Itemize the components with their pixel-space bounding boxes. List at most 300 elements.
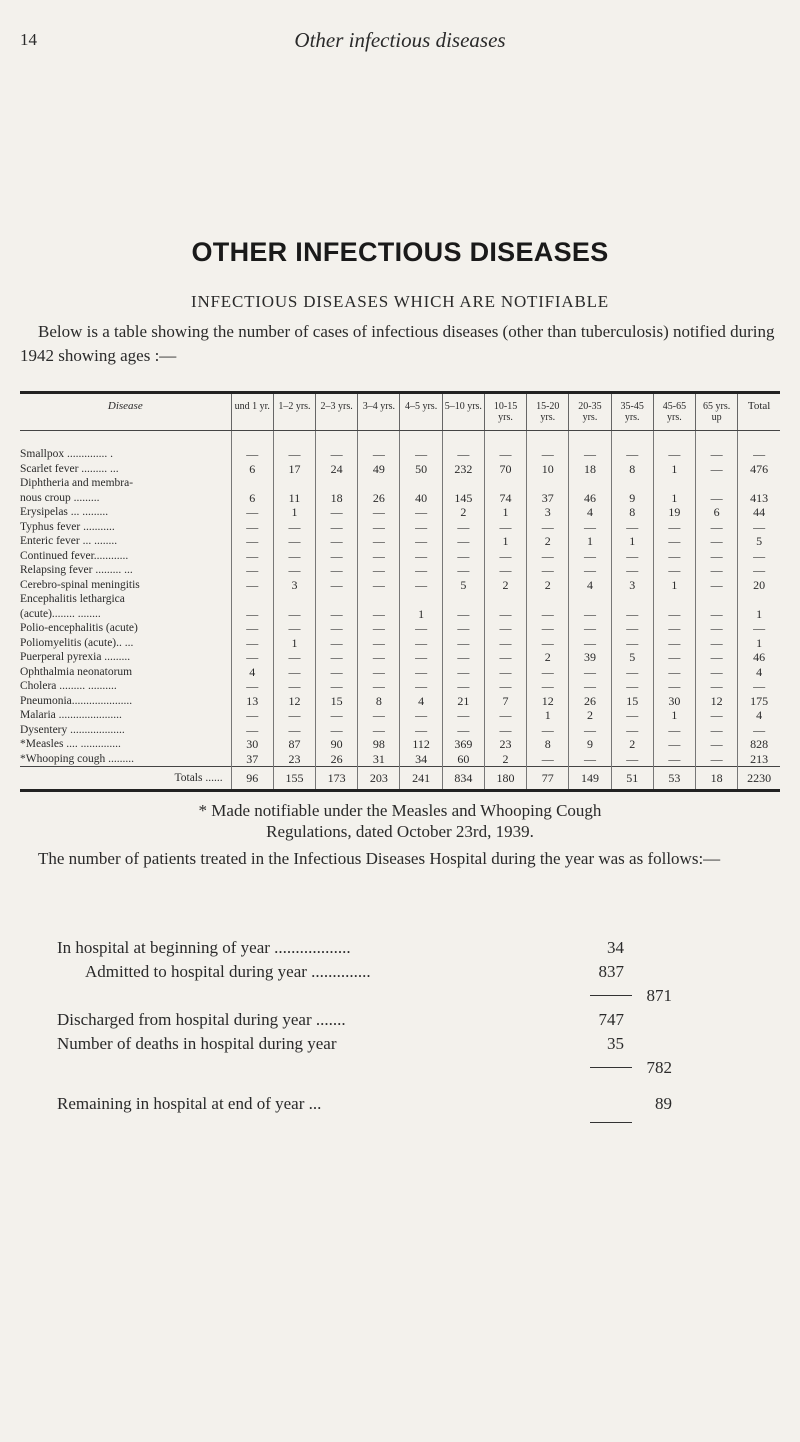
count-cell: —: [527, 665, 569, 680]
count-cell: 49: [358, 462, 400, 477]
count-cell: 30: [231, 737, 273, 752]
row-total-cell: —: [738, 679, 780, 694]
discharged-label: Discharged from hospital during year .......: [57, 1010, 346, 1029]
count-cell: —: [442, 650, 484, 665]
count-cell: 1: [400, 592, 442, 621]
disease-name-line: Continued fever............: [20, 549, 129, 562]
disease-name-line: Polio-encephalitis (acute): [20, 622, 138, 634]
total-cell: 51: [611, 767, 653, 791]
disease-name-line: Diphtheria and membra-: [20, 477, 134, 489]
final-rule: [590, 1122, 632, 1123]
count-cell: 11: [273, 476, 315, 505]
count-cell: —: [611, 431, 653, 462]
count-cell: 9: [569, 737, 611, 752]
count-cell: —: [653, 737, 695, 752]
row-total-cell: 828: [738, 737, 780, 752]
disease-name-line: Cerebro-spinal meningitis: [20, 578, 140, 591]
count-cell: —: [400, 578, 442, 593]
count-cell: —: [273, 549, 315, 564]
count-cell: —: [358, 650, 400, 665]
count-cell: 8: [611, 505, 653, 520]
count-cell: —: [316, 563, 358, 578]
header-age-2: 1–2 yrs.: [273, 393, 315, 431]
total-cell: 203: [358, 767, 400, 791]
count-cell: —: [231, 431, 273, 462]
count-cell: —: [358, 708, 400, 723]
header-age-1: und 1 yr.: [231, 393, 273, 431]
count-cell: —: [527, 563, 569, 578]
count-cell: 2: [527, 534, 569, 549]
count-cell: —: [442, 592, 484, 621]
count-cell: 2: [569, 708, 611, 723]
page-title: OTHER INFECTIOUS DISEASES: [191, 237, 609, 267]
count-cell: —: [696, 650, 738, 665]
count-cell: —: [442, 723, 484, 738]
disease-name-line: nous croup .........: [20, 491, 100, 504]
count-cell: —: [442, 549, 484, 564]
count-cell: 1: [653, 708, 695, 723]
count-cell: —: [316, 621, 358, 636]
count-cell: —: [696, 665, 738, 680]
count-cell: —: [484, 549, 526, 564]
count-cell: —: [231, 650, 273, 665]
count-cell: —: [400, 665, 442, 680]
count-cell: —: [316, 431, 358, 462]
count-cell: —: [442, 621, 484, 636]
subtotal-rule: [590, 995, 632, 996]
count-cell: 19: [653, 505, 695, 520]
header-age-9: 20-35 yrs.: [569, 393, 611, 431]
count-cell: 5: [442, 578, 484, 593]
count-cell: —: [527, 592, 569, 621]
count-cell: —: [358, 505, 400, 520]
count-cell: 1: [569, 534, 611, 549]
count-cell: —: [696, 752, 738, 767]
header-age-7: 10-15 yrs.: [484, 393, 526, 431]
count-cell: 232: [442, 462, 484, 477]
count-cell: —: [316, 665, 358, 680]
count-cell: —: [358, 723, 400, 738]
admitted-label: Admitted to hospital during year ..............: [85, 962, 371, 981]
count-cell: 8: [358, 694, 400, 709]
total-cell: 149: [569, 767, 611, 791]
count-cell: —: [273, 534, 315, 549]
count-cell: —: [484, 520, 526, 535]
count-cell: 37: [527, 476, 569, 505]
header-age-3: 2–3 yrs.: [316, 393, 358, 431]
disease-name-line: Poliomyelitis (acute).. ...: [20, 636, 134, 649]
count-cell: 3: [527, 505, 569, 520]
header-disease: Disease: [20, 393, 231, 431]
count-cell: —: [400, 708, 442, 723]
deaths-label: Number of deaths in hospital during year: [57, 1034, 337, 1053]
count-cell: —: [442, 708, 484, 723]
count-cell: —: [653, 592, 695, 621]
count-cell: 46: [569, 476, 611, 505]
count-cell: —: [696, 723, 738, 738]
count-cell: —: [569, 636, 611, 651]
count-cell: —: [358, 636, 400, 651]
count-cell: —: [611, 708, 653, 723]
count-cell: 10: [527, 462, 569, 477]
count-cell: —: [400, 621, 442, 636]
count-cell: 18: [316, 476, 358, 505]
count-cell: 1: [653, 578, 695, 593]
count-cell: —: [316, 505, 358, 520]
count-cell: —: [316, 679, 358, 694]
count-cell: —: [231, 563, 273, 578]
count-cell: 60: [442, 752, 484, 767]
count-cell: —: [696, 520, 738, 535]
count-cell: 2: [484, 578, 526, 593]
count-cell: —: [358, 621, 400, 636]
totals-label: Totals ......: [20, 767, 231, 791]
count-cell: —: [696, 592, 738, 621]
header-age-4: 3–4 yrs.: [358, 393, 400, 431]
count-cell: —: [527, 431, 569, 462]
count-cell: —: [231, 578, 273, 593]
count-cell: —: [442, 534, 484, 549]
total-cell: 96: [231, 767, 273, 791]
count-cell: —: [696, 549, 738, 564]
count-cell: 6: [231, 462, 273, 477]
count-cell: —: [653, 636, 695, 651]
count-cell: —: [527, 679, 569, 694]
count-cell: —: [442, 563, 484, 578]
count-cell: 15: [611, 694, 653, 709]
count-cell: 145: [442, 476, 484, 505]
count-cell: 90: [316, 737, 358, 752]
count-cell: 9: [611, 476, 653, 505]
row-total-cell: 20: [738, 578, 780, 593]
count-cell: —: [400, 679, 442, 694]
header-age-12: 65 yrs. up: [696, 393, 738, 431]
count-cell: —: [231, 708, 273, 723]
count-cell: —: [231, 679, 273, 694]
count-cell: —: [400, 431, 442, 462]
count-cell: —: [273, 520, 315, 535]
count-cell: —: [231, 534, 273, 549]
grand-total-cell: 2230: [738, 767, 780, 791]
disease-name-line: Relapsing fever ......... ...: [20, 564, 133, 576]
row-total-cell: —: [738, 549, 780, 564]
count-cell: —: [527, 752, 569, 767]
row-total-cell: 46: [738, 650, 780, 665]
total-cell: 53: [653, 767, 695, 791]
count-cell: 23: [484, 737, 526, 752]
count-cell: 7: [484, 694, 526, 709]
count-cell: —: [400, 505, 442, 520]
subtotal2-rule: [590, 1067, 632, 1068]
count-cell: —: [569, 723, 611, 738]
count-cell: —: [442, 520, 484, 535]
count-cell: —: [231, 505, 273, 520]
count-cell: —: [569, 621, 611, 636]
subtotal-value: 871: [646, 986, 672, 1005]
count-cell: —: [569, 665, 611, 680]
count-cell: —: [611, 520, 653, 535]
count-cell: 39: [569, 650, 611, 665]
count-cell: 31: [358, 752, 400, 767]
count-cell: —: [696, 578, 738, 593]
count-cell: —: [358, 534, 400, 549]
header-age-11: 45-65 yrs.: [653, 393, 695, 431]
count-cell: 3: [273, 578, 315, 593]
count-cell: —: [696, 476, 738, 505]
count-cell: —: [653, 563, 695, 578]
count-cell: —: [273, 621, 315, 636]
count-cell: —: [696, 737, 738, 752]
count-cell: —: [611, 752, 653, 767]
count-cell: —: [400, 723, 442, 738]
count-cell: 5: [611, 650, 653, 665]
total-cell: 834: [442, 767, 484, 791]
count-cell: 21: [442, 694, 484, 709]
count-cell: 12: [527, 694, 569, 709]
count-cell: —: [527, 723, 569, 738]
count-cell: —: [653, 723, 695, 738]
count-cell: 87: [273, 737, 315, 752]
count-cell: 112: [400, 737, 442, 752]
count-cell: 13: [231, 694, 273, 709]
count-cell: 1: [653, 462, 695, 477]
count-cell: —: [316, 549, 358, 564]
disease-name-line: Pneumonia.....................: [20, 694, 133, 707]
row-total-cell: 213: [738, 752, 780, 767]
row-total-cell: —: [738, 723, 780, 738]
count-cell: —: [358, 549, 400, 564]
admitted-value: 837: [598, 962, 624, 981]
count-cell: —: [273, 592, 315, 621]
count-cell: 6: [231, 476, 273, 505]
count-cell: —: [484, 636, 526, 651]
count-cell: —: [316, 708, 358, 723]
count-cell: —: [653, 549, 695, 564]
count-cell: —: [527, 636, 569, 651]
count-cell: —: [273, 665, 315, 680]
count-cell: —: [696, 708, 738, 723]
disease-name-line: Erysipelas ... .........: [20, 506, 109, 518]
count-cell: 26: [316, 752, 358, 767]
count-cell: —: [611, 563, 653, 578]
count-cell: —: [400, 520, 442, 535]
count-cell: 1: [527, 708, 569, 723]
count-cell: —: [696, 621, 738, 636]
count-cell: 50: [400, 462, 442, 477]
row-total-cell: —: [738, 520, 780, 535]
count-cell: 4: [400, 694, 442, 709]
disease-name-line: Malaria ......................: [20, 709, 122, 721]
count-cell: —: [273, 679, 315, 694]
header-age-6: 5–10 yrs.: [442, 393, 484, 431]
count-cell: —: [273, 708, 315, 723]
count-cell: —: [400, 534, 442, 549]
count-cell: —: [484, 679, 526, 694]
count-cell: —: [442, 665, 484, 680]
total-cell: 173: [316, 767, 358, 791]
count-cell: —: [484, 665, 526, 680]
subtotal2-value: 782: [646, 1058, 672, 1077]
count-cell: —: [569, 549, 611, 564]
count-cell: 40: [400, 476, 442, 505]
row-total-cell: 44: [738, 505, 780, 520]
total-cell: 241: [400, 767, 442, 791]
header-age-10: 35-45 yrs.: [611, 393, 653, 431]
count-cell: —: [653, 520, 695, 535]
count-cell: —: [653, 679, 695, 694]
footnote-line-2: Regulations, dated October 23rd, 1939.: [266, 822, 534, 841]
count-cell: —: [484, 708, 526, 723]
count-cell: —: [400, 636, 442, 651]
count-cell: —: [484, 563, 526, 578]
count-cell: 23: [273, 752, 315, 767]
count-cell: —: [358, 520, 400, 535]
count-cell: 4: [231, 665, 273, 680]
count-cell: —: [316, 520, 358, 535]
count-cell: —: [484, 592, 526, 621]
header-total: Total: [738, 393, 780, 431]
count-cell: —: [611, 665, 653, 680]
count-cell: —: [231, 723, 273, 738]
count-cell: 12: [273, 694, 315, 709]
count-cell: 17: [273, 462, 315, 477]
disease-name-line: *Measles .... ..............: [20, 738, 121, 750]
row-total-cell: —: [738, 431, 780, 462]
count-cell: 18: [569, 462, 611, 477]
section-subtitle: INFECTIOUS DISEASES WHICH ARE NOTIFIABLE: [191, 292, 609, 311]
count-cell: 369: [442, 737, 484, 752]
count-cell: —: [611, 621, 653, 636]
count-cell: —: [358, 563, 400, 578]
intro-paragraph: Below is a table showing the number of cases of infectious diseases (other than tuberculosis) notified during 1942 showing ages :—: [20, 322, 775, 365]
count-cell: —: [653, 650, 695, 665]
disease-name-line: Encephalitis lethargica: [20, 593, 125, 605]
row-total-cell: 4: [738, 665, 780, 680]
beginning-label: In hospital at beginning of year ..................: [57, 938, 351, 957]
count-cell: 1: [611, 534, 653, 549]
hospital-paragraph: The number of patients treated in the Infectious Diseases Hospital during the year was as follows:—: [38, 849, 721, 868]
header-age-5: 4–5 yrs.: [400, 393, 442, 431]
count-cell: —: [696, 679, 738, 694]
count-cell: —: [569, 563, 611, 578]
count-cell: 26: [358, 476, 400, 505]
disease-name-line: Smallpox .............. .: [20, 448, 113, 460]
count-cell: —: [442, 679, 484, 694]
row-total-cell: 4: [738, 708, 780, 723]
count-cell: 30: [653, 694, 695, 709]
count-cell: 12: [696, 694, 738, 709]
count-cell: —: [527, 621, 569, 636]
count-cell: —: [484, 723, 526, 738]
count-cell: —: [611, 549, 653, 564]
count-cell: —: [696, 431, 738, 462]
count-cell: 15: [316, 694, 358, 709]
count-cell: —: [400, 563, 442, 578]
count-cell: —: [696, 563, 738, 578]
count-cell: 26: [569, 694, 611, 709]
row-total-cell: 175: [738, 694, 780, 709]
disease-name-line: Puerperal pyrexia .........: [20, 651, 131, 663]
count-cell: 3: [611, 578, 653, 593]
count-cell: —: [358, 592, 400, 621]
count-cell: —: [273, 431, 315, 462]
disease-name-line: Scarlet fever ......... ...: [20, 462, 119, 475]
count-cell: —: [611, 636, 653, 651]
count-cell: 70: [484, 462, 526, 477]
count-cell: —: [442, 636, 484, 651]
count-cell: —: [527, 549, 569, 564]
count-cell: —: [273, 723, 315, 738]
count-cell: —: [653, 534, 695, 549]
row-total-cell: —: [738, 621, 780, 636]
count-cell: —: [316, 578, 358, 593]
disease-name-line: Ophthalmia neonatorum: [20, 665, 133, 678]
count-cell: —: [484, 431, 526, 462]
total-cell: 155: [273, 767, 315, 791]
count-cell: 98: [358, 737, 400, 752]
discharged-value: 747: [598, 1010, 624, 1029]
disease-name-line: (acute)........ ........: [20, 607, 101, 620]
count-cell: 1: [273, 505, 315, 520]
count-cell: —: [569, 679, 611, 694]
count-cell: —: [611, 592, 653, 621]
count-cell: —: [611, 679, 653, 694]
count-cell: —: [653, 752, 695, 767]
count-cell: —: [358, 431, 400, 462]
count-cell: 1: [273, 636, 315, 651]
page-number: 14: [20, 30, 37, 49]
count-cell: —: [484, 621, 526, 636]
count-cell: 4: [569, 578, 611, 593]
count-cell: —: [231, 549, 273, 564]
count-cell: —: [316, 636, 358, 651]
row-total-cell: 413: [738, 476, 780, 505]
count-cell: 1: [484, 505, 526, 520]
count-cell: —: [569, 752, 611, 767]
count-cell: 74: [484, 476, 526, 505]
count-cell: —: [231, 520, 273, 535]
count-cell: —: [442, 431, 484, 462]
count-cell: —: [527, 520, 569, 535]
count-cell: —: [696, 534, 738, 549]
disease-name-line: Dysentery ...................: [20, 723, 125, 736]
count-cell: —: [316, 723, 358, 738]
remaining-label: Remaining in hospital at end of year ...: [57, 1094, 322, 1113]
count-cell: —: [653, 665, 695, 680]
count-cell: 34: [400, 752, 442, 767]
count-cell: —: [316, 650, 358, 665]
count-cell: 2: [527, 578, 569, 593]
count-cell: —: [273, 650, 315, 665]
count-cell: 24: [316, 462, 358, 477]
beginning-value: 34: [607, 938, 624, 957]
disease-name-line: Cholera ......... ..........: [20, 680, 117, 692]
disease-name-line: Typhus fever ...........: [20, 520, 115, 533]
count-cell: 6: [696, 505, 738, 520]
count-cell: —: [358, 679, 400, 694]
count-cell: 2: [442, 505, 484, 520]
count-cell: 2: [484, 752, 526, 767]
count-cell: —: [273, 563, 315, 578]
count-cell: —: [611, 723, 653, 738]
count-cell: 1: [653, 476, 695, 505]
count-cell: 37: [231, 752, 273, 767]
count-cell: —: [231, 636, 273, 651]
total-cell: 77: [527, 767, 569, 791]
remaining-value: 89: [655, 1094, 672, 1113]
count-cell: —: [569, 592, 611, 621]
count-cell: —: [696, 636, 738, 651]
